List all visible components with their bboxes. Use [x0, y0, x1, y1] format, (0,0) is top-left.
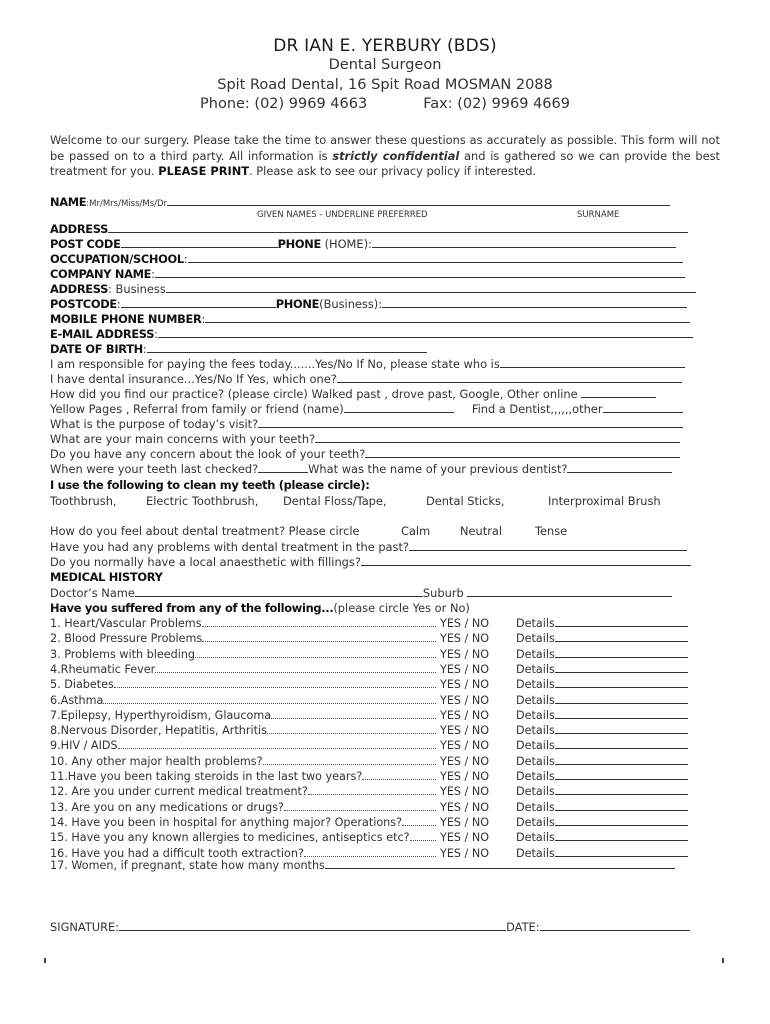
details-label: Details [516, 663, 555, 676]
look-field[interactable] [365, 447, 680, 458]
details-label: Details [516, 816, 555, 829]
details-row [516, 723, 688, 738]
dentist-title: Dental Surgeon [328, 57, 442, 73]
medical-item-label: 5. Diabetes [50, 678, 114, 691]
medical-item [50, 738, 436, 753]
yes-no-option[interactable]: YES / NO [440, 724, 490, 737]
details-label: Details [516, 678, 555, 691]
medical-item-label: 6.Asthma [50, 694, 104, 707]
business-address-field[interactable] [166, 282, 696, 293]
leader-dots [402, 815, 436, 826]
leader-dots [103, 693, 436, 704]
details-field[interactable] [555, 784, 688, 795]
details-label: Details [516, 724, 555, 737]
medical-item [50, 708, 436, 723]
medical-item-label: 7.Epilepsy, Hyperthyroidism, Glaucoma [50, 709, 272, 722]
concerns-row: What are your main concerns with your teeth? [50, 432, 680, 447]
phone-number: Phone: (02) 9969 4663 [200, 96, 368, 112]
details-field[interactable] [555, 708, 688, 719]
clean-option-toothbrush[interactable]: Toothbrush, [50, 494, 117, 508]
details-field[interactable] [555, 769, 688, 780]
details-row [516, 616, 688, 631]
medical-item [50, 677, 436, 692]
medical-item-label: 2. Blood Pressure Problems [50, 632, 203, 645]
medical-item [50, 754, 436, 769]
medical-item [50, 647, 436, 662]
yes-no-option[interactable]: YES / NO [440, 739, 490, 752]
page-mark-left [44, 958, 46, 963]
details-field[interactable] [555, 723, 688, 734]
find-practice-row: How did you find our practice? (please circle) Walked past , drove past, Google, Other online [50, 387, 656, 402]
details-field[interactable] [555, 616, 688, 627]
details-label: Details [516, 770, 555, 783]
purpose-field[interactable] [258, 417, 683, 428]
signature-row: SIGNATURE: DATE: [50, 920, 690, 935]
look-row: Do you have any concern about the look of your teeth? [50, 447, 680, 462]
details-field[interactable] [555, 800, 688, 811]
contact-line [0, 96, 770, 112]
details-row [516, 800, 688, 815]
yes-no-option[interactable]: YES / NO [440, 648, 490, 661]
email-row: E-MAIL ADDRESS: [50, 327, 693, 342]
fees-row: I am responsible for paying the fees today.......Yes/No If No, please state who is [50, 357, 685, 372]
business-postcode-field[interactable] [121, 297, 276, 308]
practice-address: Spit Road Dental, 16 Spit Road MOSMAN 2088 [217, 77, 553, 93]
referral-row: Yellow Pages , Referral from family or friend (name) Find a Dentist,,,,,,other [50, 402, 683, 417]
name-row: NAME:Mr/Mrs/Miss/Ms/Dr [50, 195, 670, 210]
medical-item-label: 16. Have you had a difficult tooth extraction? [50, 847, 304, 860]
details-field[interactable] [555, 662, 688, 673]
medical-item-label: 4.Rheumatic Fever [50, 663, 156, 676]
email-field[interactable] [158, 327, 693, 338]
company-row: COMPANY NAME: [50, 267, 685, 282]
medical-item [50, 830, 436, 845]
address-row: ADDRESS [50, 222, 688, 237]
medical-item [50, 662, 436, 677]
insurance-row: I have dental insurance...Yes/No If Yes, which one? [50, 372, 682, 387]
name-field[interactable] [167, 195, 670, 206]
business-phone-field[interactable] [382, 297, 687, 308]
postcode-field[interactable] [121, 237, 278, 248]
suffered-heading: Have you suffered from any of the following...(please circle Yes or No) [50, 601, 470, 615]
details-row [516, 693, 688, 708]
leader-dots [202, 631, 436, 642]
details-row [516, 708, 688, 723]
leader-dots [304, 846, 436, 857]
medical-item [50, 800, 436, 815]
medical-item-label: 10. Any other major health problems? [50, 755, 263, 768]
insurance-field[interactable] [337, 372, 682, 383]
medical-item-label: 1. Heart/Vascular Problems [50, 617, 202, 630]
home-phone-field[interactable] [372, 237, 676, 248]
leader-dots [362, 769, 436, 780]
yes-no-option[interactable]: YES / NO [440, 847, 490, 860]
medical-item [50, 769, 436, 784]
doctor-name-field[interactable] [135, 586, 423, 597]
business-address-row: ADDRESS: Business [50, 282, 696, 297]
clean-option-interproximal[interactable]: Interproximal Brush [548, 494, 661, 508]
suburb-field[interactable] [467, 586, 672, 597]
details-field[interactable] [555, 631, 688, 642]
medical-item [50, 784, 436, 799]
leader-dots [263, 754, 436, 765]
details-label: Details [516, 648, 555, 661]
details-label: Details [516, 709, 555, 722]
leader-dots [267, 723, 436, 734]
details-row [516, 769, 688, 784]
yes-no-option[interactable]: YES / NO [440, 785, 490, 798]
address-field[interactable] [108, 222, 688, 233]
medical-item-label: 15. Have you any known allergies to medicines, antiseptics etc? [50, 831, 410, 844]
details-row [516, 631, 688, 646]
leader-dots [155, 662, 436, 673]
leader-dots [118, 738, 436, 749]
details-label: Details [516, 694, 555, 707]
medical-item [50, 631, 436, 646]
medical-item [50, 723, 436, 738]
dob-field[interactable] [147, 342, 427, 353]
details-field[interactable] [555, 846, 688, 857]
occupation-row: OCCUPATION/SCHOOL: [50, 252, 683, 267]
yes-no-option[interactable]: YES / NO [440, 755, 490, 768]
details-row [516, 830, 688, 845]
details-row [516, 784, 688, 799]
details-field[interactable] [555, 647, 688, 658]
details-row [516, 738, 688, 753]
postcode-row: POST CODE PHONE (HOME): [50, 237, 676, 252]
yes-no-option[interactable]: YES / NO [440, 617, 490, 630]
yes-no-option[interactable]: YES / NO [440, 770, 490, 783]
leader-dots [410, 830, 436, 841]
details-field[interactable] [555, 815, 688, 826]
other-source-field[interactable] [603, 402, 683, 413]
feel-option-tense[interactable]: Tense [535, 524, 568, 538]
details-row [516, 815, 688, 830]
details-field[interactable] [555, 693, 688, 704]
please-print: PLEASE PRINT [158, 164, 250, 178]
yes-no-option[interactable]: YES / NO [440, 678, 490, 691]
confidential-emphasis: strictly confidential [332, 148, 460, 163]
last-checked-field[interactable] [258, 462, 308, 473]
dob-row: DATE OF BIRTH: [50, 342, 427, 357]
medical-item-label: 3. Problems with bleeding [50, 648, 196, 661]
details-field[interactable] [555, 754, 688, 765]
feel-question: How do you feel about dental treatment? Please circle [50, 524, 360, 538]
other-online-field[interactable] [581, 387, 656, 398]
details-label: Details [516, 847, 555, 860]
concerns-field[interactable] [315, 432, 680, 443]
medical-item [50, 815, 436, 830]
medical-item-label: 12. Are you under current medical treatment? [50, 785, 308, 798]
details-field[interactable] [555, 738, 688, 749]
surname-caption: SURNAME [577, 210, 620, 220]
previous-dentist-field[interactable] [567, 462, 672, 473]
yes-no-option[interactable]: YES / NO [440, 632, 490, 645]
details-row [516, 662, 688, 677]
referral-name-field[interactable] [344, 402, 454, 413]
checked-row: When were your teeth last checked? What was the name of your previous dentist? [50, 462, 672, 477]
problems-row: Have you had any problems with dental treatment in the past? [50, 540, 687, 555]
given-names-caption: GIVEN NAMES - UNDERLINE PREFERRED [257, 210, 428, 220]
date-field[interactable] [540, 920, 690, 931]
leader-dots [114, 677, 436, 688]
fees-field[interactable] [500, 357, 685, 368]
pregnancy-row: 17. Women, if pregnant, state how many months [50, 858, 675, 873]
doctor-row: Doctor’s Name Suburb [50, 586, 672, 601]
details-label: Details [516, 617, 555, 630]
details-field[interactable] [555, 677, 688, 688]
fax-number: Fax: (02) 9969 4669 [423, 96, 570, 112]
clean-option-sticks[interactable]: Dental Sticks, [426, 494, 505, 508]
yes-no-option[interactable]: YES / NO [440, 694, 490, 707]
page-mark-right [722, 958, 724, 963]
details-label: Details [516, 755, 555, 768]
yes-no-option[interactable]: YES / NO [440, 801, 490, 814]
details-label: Details [516, 831, 555, 844]
medical-item-label: 14. Have you been in hospital for anything major? Operations? [50, 816, 403, 829]
company-field[interactable] [155, 267, 685, 278]
signature-field[interactable] [119, 920, 506, 931]
yes-no-option[interactable]: YES / NO [440, 816, 490, 829]
details-label: Details [516, 632, 555, 645]
clean-heading: I use the following to clean my teeth (please circle): [50, 478, 370, 492]
medical-item-label: 9.HIV / AIDS [50, 739, 118, 752]
details-label: Details [516, 739, 555, 752]
mobile-row: MOBILE PHONE NUMBER: [50, 312, 690, 327]
feel-option-calm[interactable]: Calm [401, 524, 431, 538]
yes-no-option[interactable]: YES / NO [440, 831, 490, 844]
clean-option-electric[interactable]: Electric Toothbrush, [146, 494, 259, 508]
mobile-field[interactable] [205, 312, 690, 323]
details-label: Details [516, 801, 555, 814]
feel-option-neutral[interactable]: Neutral [460, 524, 503, 538]
medical-heading: MEDICAL HISTORY [50, 570, 163, 584]
yes-no-option[interactable]: YES / NO [440, 709, 490, 722]
details-row [516, 677, 688, 692]
dentist-name: DR IAN E. YERBURY (BDS) [273, 36, 497, 56]
medical-item-label: 11.Have you been taking steroids in the last two years? [50, 770, 363, 783]
medical-item [50, 616, 436, 631]
anaesthetic-row: Do you normally have a local anaesthetic with fillings? [50, 555, 691, 570]
intro-paragraph: Welcome to our surgery. Please take the time to answer these questions as accurately as possible. This form will not be passed on to a third party. All information is strictly confidential and is gathered so we can provide the best treatment for you. PLEASE PRINT. Please ask to see our privacy policy if interested. [50, 133, 720, 178]
leader-dots [308, 784, 436, 795]
leader-dots [271, 708, 436, 719]
purpose-row: What is the purpose of today’s visit? [50, 417, 683, 432]
leader-dots [202, 616, 436, 627]
medical-item-label: 8.Nervous Disorder, Hepatitis, Arthritis [50, 724, 267, 737]
details-row [516, 647, 688, 662]
yes-no-option[interactable]: YES / NO [440, 663, 490, 676]
medical-item [50, 693, 436, 708]
clean-option-floss[interactable]: Dental Floss/Tape, [283, 494, 387, 508]
pregnancy-field[interactable] [325, 858, 675, 869]
leader-dots [195, 647, 436, 658]
details-row [516, 754, 688, 769]
business-postcode-row: POSTCODE: PHONE(Business): [50, 297, 687, 312]
medical-item-label: 13. Are you on any medications or drugs? [50, 801, 284, 814]
problems-field[interactable] [409, 540, 687, 551]
leader-dots [284, 800, 436, 811]
details-field[interactable] [555, 830, 688, 841]
anaesthetic-field[interactable] [361, 555, 691, 566]
occupation-field[interactable] [188, 252, 683, 263]
details-label: Details [516, 785, 555, 798]
